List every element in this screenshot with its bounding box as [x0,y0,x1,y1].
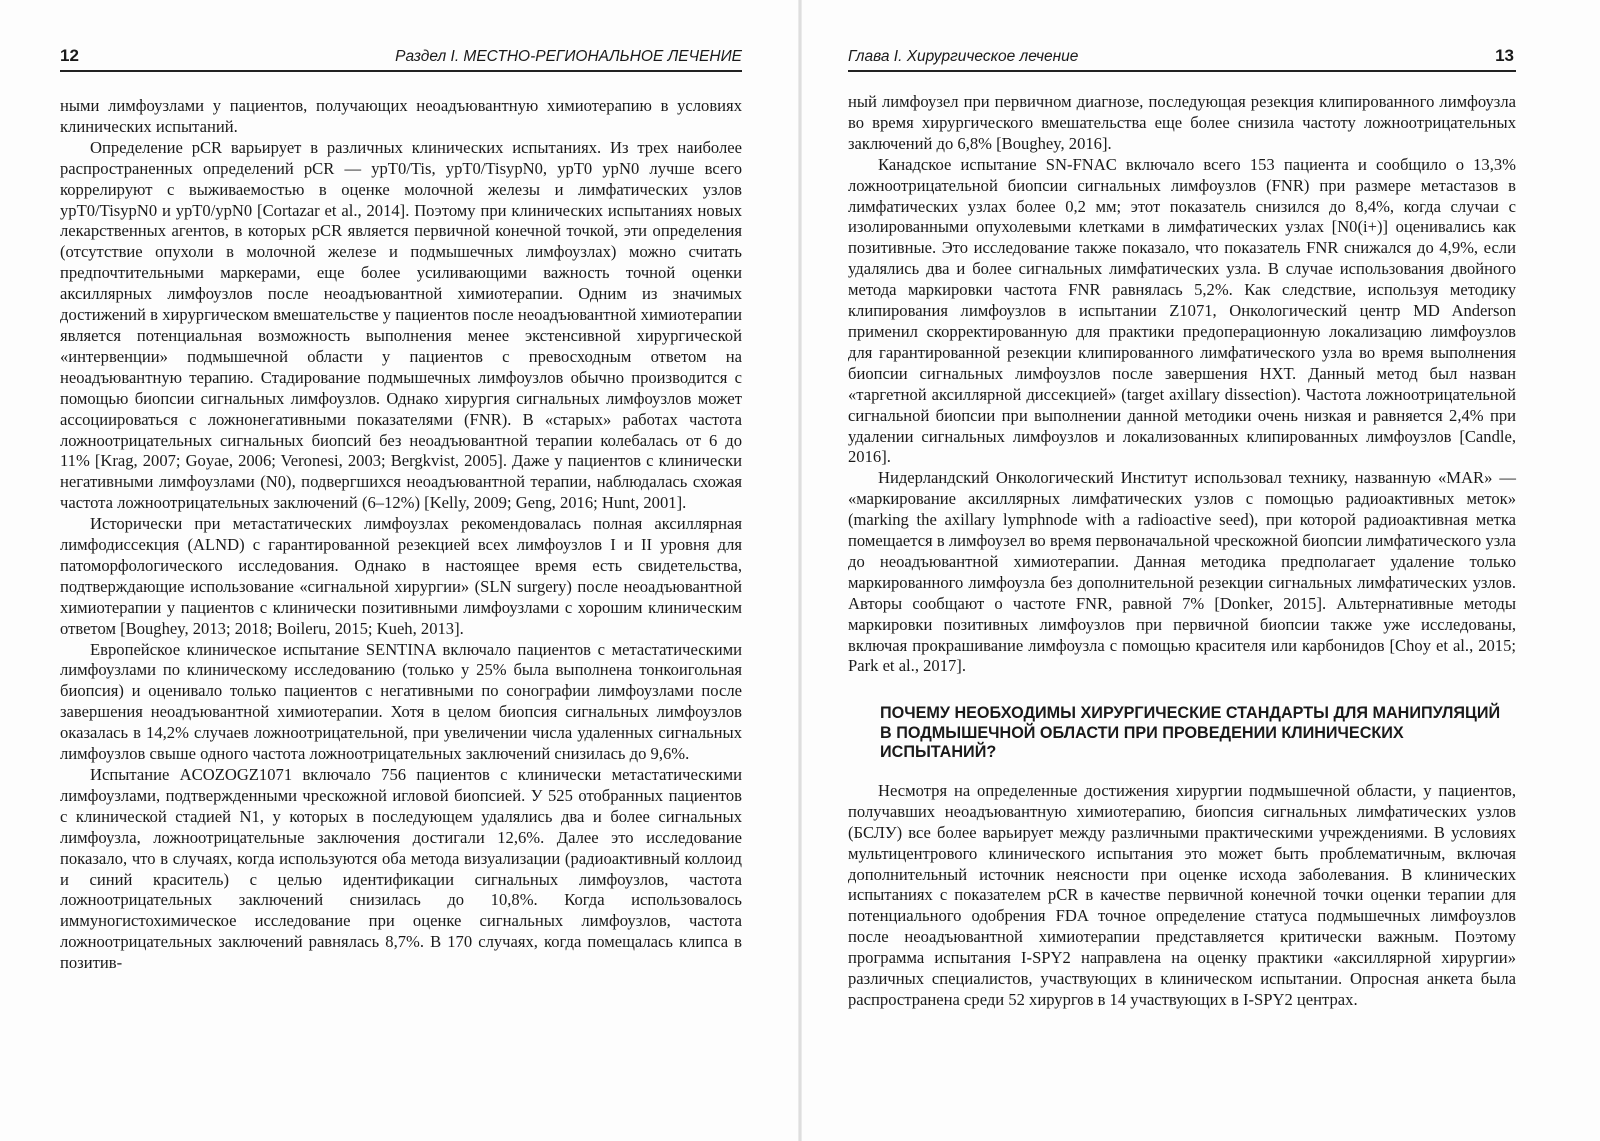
right-paragraph-3: Нидерландский Онкологический Институт использовал технику, названную «MAR» — «маркирование аксиллярных лимфатических узлов с помощью радиоактивных меток» (marking the axillary lymphnode with a radioactive seed), при которой радиоактивная метка помещается в лимфоузел во время первоначальной чрескожной биопсии лимфатического узла до неоадъювантной химиотерапии. Данная методика предполагает удаление только маркированного лимфоузла без дополнительной резекции сигнальных лимфатических узлов. Авторы сообщают о частоте FNR, равной 7% [Donker, 2015]. Альтернативные методы маркировки позитивных лимфоузлов при первичной биопсии также уже исследованы, включая прокрашивание лимфоузла с помощью красителя или карбонидов [Choy et al., 2015; Park et al., 2017]. [848,468,1516,676]
right-page-number: 13 [1495,46,1514,65]
left-paragraph-1: ными лимфоузлами у пациентов, получающих неоадъювантную химиотерапию в условиях клинических испытаний. [60,96,742,136]
left-paragraph-3: Исторически при метастатических лимфоузлах рекомендовалась полная аксиллярная лимфодиссекция (ALND) с гарантированной резекцией всех лимфоузлов I и II уровня для патоморфологического исследования. Однако в настоящее время есть свидетельства, подтверждающие использование «сигнальной хирургии» (SLN surgery) после неоадъювантной химиотерапии у пациентов с клинически позитивными лимфоузлами с хорошим клиническим ответом [Boughey, 2013; 2018; Boileru, 2015; Kueh, 2013]. [60,514,742,638]
right-body-text [848,92,1516,1011]
left-page [0,0,798,1141]
right-paragraph-1: ный лимфоузел при первичном диагнозе, последующая резекция клипированного лимфоузла во время хирургического вмешательства еще более снизила частоту ложноотрицательных заключений до 6,8% [Boughey, 2016]. [848,92,1516,153]
right-running-head [848,44,1516,72]
left-section-title: Раздел I. МЕСТНО-РЕГИОНАЛЬНОЕ ЛЕЧЕНИЕ [395,48,742,65]
left-body-text [60,96,742,974]
right-section-title: Глава I. Хирургическое лечение [848,48,1079,65]
left-paragraph-2: Определение pCR варьирует в различных клинических испытаниях. Из трех наиболее распространенных определений pCR — ypT0/Tis, ypT0/TisypN0, ypT0 ypN0 лучше всего коррелируют с выживаемостью в оценке молочной железы и лимфатических узлов ypT0/TisypN0 и ypT0/ypN0 [Cortazar et al., 2014]. Поэтому при клинических испытаниях новых лекарственных агентов, в которых pCR является первичной конечной точкой, эти определения (отсутствие опухоли в молочной железе и подмышечных лимфоузлах) можно считать предпочтительными маркерами, еще более усиливающими важность точной оценки аксиллярных лимфоузлов после неоадъювантной химиотерапии. Одним из значимых достижений в хирургическом вмешательстве у пациентов после неоадъювантной химиотерапии является потенциальная возможность выполнения менее экстенсивной хирургической «интервенции» подмышечной области у пациентов с превосходным ответом на неоадъювантную терапию. Стадирование подмышечных лимфоузлов обычно производится с помощью биопсии сигнальных лимфоузлов. Однако хирургия сигнальных лимфоузлов может ассоциироваться с ложнонегативными показателями (FNR). В «старых» работах частота ложноотрицательных сигнальных биопсий без неоадъювантной терапии колебалась от 6 до 11% [Krag, 2007; Goyae, 2006; Veronesi, 2003; Bergkvist, 2005]. Даже у пациентов с клинически негативными лимфоузлами (N0), подвергшихся неоадъювантной терапии, наблюдалась схожая частота ложноотрицательных заключений (6–12%) [Kelly, 2009; Geng, 2016; Hunt, 2001]. [60,137,742,513]
right-page [802,0,1600,1141]
left-paragraph-4: Европейское клиническое испытание SENTINA включало пациентов с метастатическими лимфоузлами по клиническому исследованию (только у 25% была выполнена тонкоигольная биопсия) и оценивало только пациентов с негативными по сонографии лимфоузлами после завершения неоадъювантной химиотерапии. Хотя в целом биопсия сигнальных лимфоузлов оказалась в 14,2% случаев ложноотрицательной, при увеличении числа удаленных сигнальных лимфоузлов свыше одного частота ложноотрицательных заключений снизилась до 9,6%. [60,639,742,764]
left-page-number: 12 [60,46,79,65]
right-paragraph-2: Канадское испытание SN-FNAC включало всего 153 пациента и сообщило о 13,3% ложноотрицательной биопсии сигнальных лимфоузлов (FNR) при размере метастазов в лимфатических узлах более 0,2 мм; этот показатель снизился до 8,4%, когда случаи с изолированными опухолевыми клетками в лимфатических узлах [N0(i+)] оценивались как позитивные. Это исследование также показало, что показатель FNR снижался до 4,9%, если удалялись два и более сигнальных лимфатических узла. В случае использования двойного метода маркировки частота FNR равнялась 5,2%. Как следствие, используя методику клипирования лимфоузлов в испытании Z1071, Онкологический центр MD Anderson применил скорректированную для практики предоперационную локализацию лимфоузлов для гарантированной резекции клипированного лимфатического узла во время выполнения биопсии сигнальных лимфоузлов после завершения НХТ. Данный метод был назван «таргетной аксиллярной диссекцией» (target axillary dissection). Частота ложноотрицательной сигнальной биопсии при выполнении данной методики очень низкая и равняется 2,4% при удалении сигнальных лимфоузлов и локализованных клипированных лимфоузлов [Candle, 2016]. [848,154,1516,467]
left-running-head [60,44,742,72]
left-paragraph-5: Испытание ACOZOGZ1071 включало 756 пациентов с клинически метастатическими лимфоузлами, подтвержденными чрескожной игловой биопсией. У 525 отобранных пациентов с клинической стадией N1, у которых в последующем удалялись два и более сигнальных лимфоузла, ложноотрицательные заключения достигали 12,6%. Далее это исследование показало, что в случаях, когда используются оба метода визуализации (радиоактивный коллоид и синий краситель) с целью идентификации сигнальных лимфоузлов, частота ложноотрицательных заключений снизилась до 10,8%. Когда использовалось иммуногистохимическое исследование при оценке сигнальных лимфоузлов, частота ложноотрицательных заключений равнялась 8,7%. В 170 случаях, когда помещалась клипса в позитив- [60,765,742,973]
right-paragraph-4: Несмотря на определенные достижения хирургии подмышечной области, у пациентов, получавших неоадъювантную химиотерапию, биопсия сигнальных лимфатических узлов (БСЛУ) все более варьирует между различными практическими учреждениями. В условиях мультицентрового клинического испытания это может быть проблематичным, включая дополнительный источник неясности при оценке исхода заболевания. В клинических испытаниях с показателем pCR в качестве первичной конечной точки оценки терапии для потенциального одобрения FDA точное определение статуса подмышечных лимфоузлов после неоадъювантной химиотерапии представляется критически важным. Поэтому программа испытания I-SPY2 направлена на оценку практики «аксиллярной хирургии» различных специалистов, участвующих в клиническом испытании. Опросная анкета была распространена среди 52 хирургов в 14 участвующих в I-SPY2 центрах. [848,780,1516,1009]
section-heading: ПОЧЕМУ НЕОБХОДИМЫ ХИРУРГИЧЕСКИЕ СТАНДАРТЫ ДЛЯ МАНИПУЛЯЦИЙ В ПОДМЫШЕЧНОЙ ОБЛАСТИ ПРИ ПРОВЕДЕНИИ КЛИНИЧЕСКИХ ИСПЫТАНИЙ? [880,704,1501,762]
